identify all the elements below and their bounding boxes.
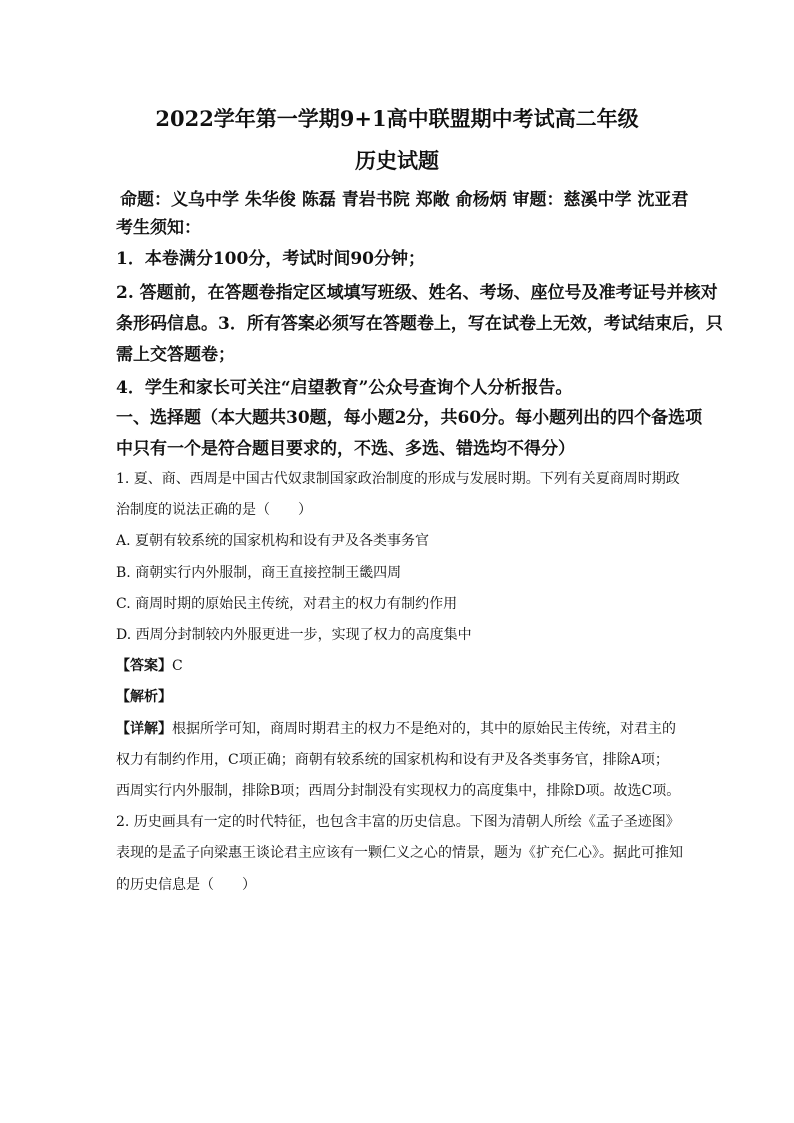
section-heading: 一、选择题（本大题共30题，每小题2分，共60分。每小题列出的四个备选项 bbox=[116, 408, 703, 428]
question-1-analysis-tag: 【解析】 bbox=[116, 689, 172, 705]
notice-item-2-cont: 条形码信息。3．所有答案必须写在答题卷上，写在试卷上无效，考试结束后，只 bbox=[116, 314, 723, 334]
answer-tag: 【答案】 bbox=[116, 658, 172, 674]
question-1-detail bbox=[116, 718, 696, 738]
notice-item-4: 4．学生和家长可关注“启望教育”公众号查询个人分析报告。 bbox=[116, 378, 573, 398]
notice-heading: 考生须知： bbox=[116, 218, 201, 238]
question-1-option-a: A. 夏朝有较系统的国家机构和设有尹及各类事务官 bbox=[116, 533, 430, 549]
question-1-stem: 1. 夏、商、西周是中国古代奴隶制国家政治制度的形成与发展时期。下列有关夏商周时期政 bbox=[116, 471, 680, 487]
question-1-detail-cont2: 西周实行内外服制，排除B项；西周分封制没有实现权力的高度集中，排除D项。故选C项。 bbox=[116, 783, 681, 799]
question-1-stem-cont: 治制度的说法正确的是（ ） bbox=[116, 502, 312, 518]
notice-item-2: 2. 答题前，在答题卷指定区域填写班级、姓名、考场、座位号及准考证号并核对 bbox=[116, 283, 718, 303]
question-1-option-b: B. 商朝实行内外服制，商王直接控制王畿四周 bbox=[116, 565, 402, 581]
answer-value: C bbox=[172, 658, 183, 674]
notice-item-1: 1．本卷满分100分，考试时间90分钟； bbox=[116, 249, 425, 269]
notice-item-2-cont2: 需上交答题卷； bbox=[116, 345, 235, 365]
question-1-option-d: D. 西周分封制较内外服更进一步，实现了权力的高度集中 bbox=[116, 627, 472, 643]
section-heading-cont: 中只有一个是符合题目要求的，不选、多选、错选均不得分） bbox=[116, 439, 575, 459]
question-1-answer bbox=[116, 655, 696, 675]
question-1-option-c: C. 商周时期的原始民主传统，对君主的权力有制约作用 bbox=[116, 596, 458, 612]
detail-text: 根据所学可知，商周时期君主的权力不是绝对的，其中的原始民主传统，对君主的 bbox=[172, 721, 676, 737]
exam-title: 2022学年第一学期9+1高中联盟期中考试高二年级 bbox=[155, 106, 639, 131]
exam-subject: 历史试题 bbox=[355, 148, 439, 173]
exam-authors: 命题：义乌中学 朱华俊 陈磊 青岩书院 郑敞 俞杨炳 审题：慈溪中学 沈亚君 bbox=[120, 190, 689, 210]
question-2-stem-cont: 表现的是孟子向梁惠王谈论君主应该有一颗仁义之心的情景，题为《扩充仁心》。据此可推知 bbox=[116, 845, 683, 861]
detail-tag: 【详解】 bbox=[116, 721, 172, 737]
question-2-stem-cont2: 的历史信息是（ ） bbox=[116, 877, 256, 893]
question-2-stem: 2. 历史画具有一定的时代特征，也包含丰富的历史信息。下图为清朝人所绘《孟子圣迹图》 bbox=[116, 814, 680, 830]
question-1-detail-cont: 权力有制约作用，C项正确；商朝有较系统的国家机构和设有尹及各类事务官，排除A项； bbox=[116, 752, 669, 768]
